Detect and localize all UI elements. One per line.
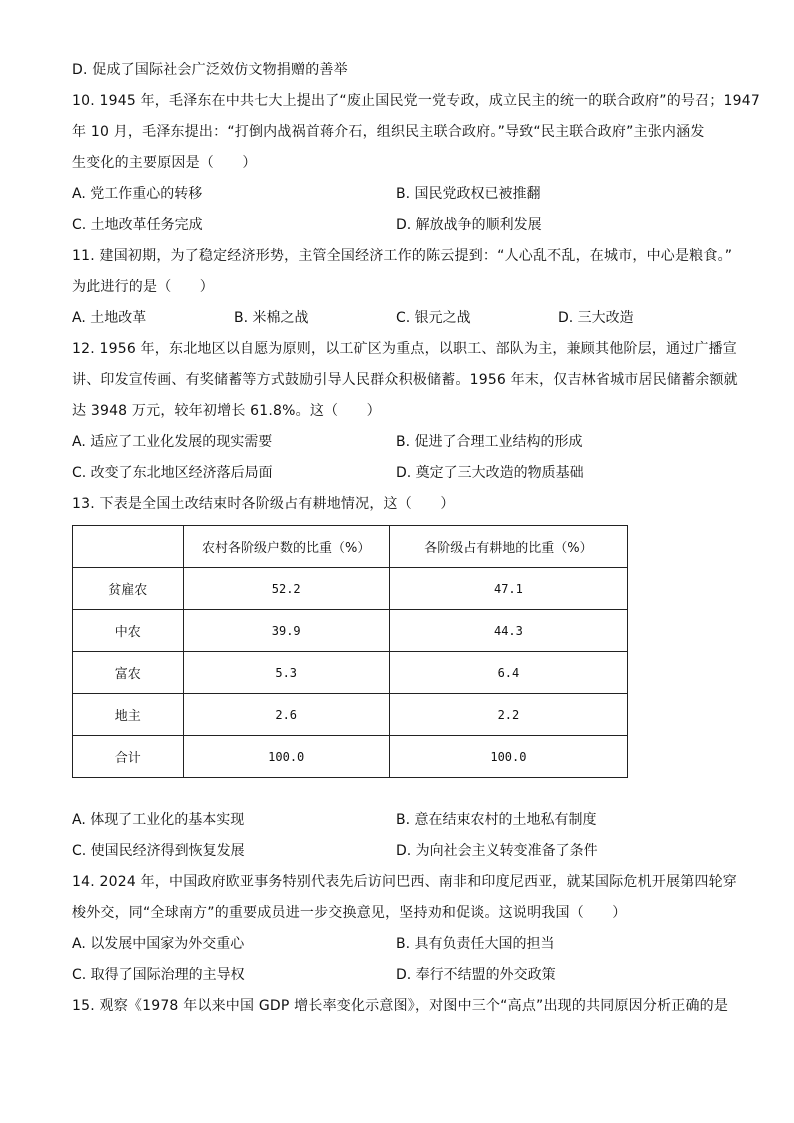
land-ownership-table (72, 525, 628, 778)
table-header-row (73, 526, 628, 568)
q12-options-row-2 (72, 463, 732, 483)
q15-stem: 15. 观察《1978 年以来中国 GDP 增长率变化示意图》，对图中三个“高点”出现的共同原因分析正确的是 (72, 998, 729, 1014)
q11-options-row (72, 308, 732, 328)
q12-stem-line-1: 12. 1956 年，东北地区以自愿为原则，以工矿区为重点，以职工、部队为主，兼顾其他阶层，通过广播宣 (72, 341, 737, 357)
table-cell: 5.3 (183, 652, 389, 694)
q10-option-c[interactable]: C. 土地改革任务完成 (72, 217, 203, 233)
question-12 (72, 339, 738, 483)
q14-option-a[interactable]: A. 以发展中国家为外交重心 (72, 936, 245, 952)
table-row (73, 652, 628, 694)
table-row-label: 合计 (73, 736, 184, 778)
q10-option-a[interactable]: A. 党工作重心的转移 (72, 186, 203, 202)
q12-stem-line-3: 达 3948 万元，较年初增长 61.8%。这（ ） (72, 403, 381, 419)
q12-option-c[interactable]: C. 改变了东北地区经济落后局面 (72, 465, 273, 481)
q11-option-d[interactable]: D. 三大改造 (558, 310, 634, 326)
q13-option-b[interactable]: B. 意在结束农村的土地私有制度 (396, 812, 597, 828)
table-cell: 100.0 (389, 736, 627, 778)
q13-options-row-2 (72, 841, 732, 861)
table-header-cell: 农村各阶级户数的比重（%） (183, 526, 389, 568)
q11-option-a[interactable]: A. 土地改革 (72, 310, 147, 326)
table-cell: 100.0 (183, 736, 389, 778)
question-14 (72, 872, 737, 985)
table-row (73, 610, 628, 652)
q12-options-row-1 (72, 432, 732, 452)
q14-stem-line-1: 14. 2024 年，中国政府欧亚事务特别代表先后访问巴西、南非和印度尼西亚，就某国际危机开展第四轮穿 (72, 874, 737, 890)
table-cell: 44.3 (389, 610, 627, 652)
q10-options-row-1 (72, 184, 732, 204)
table-row-label: 贫雇农 (73, 568, 184, 610)
q11-option-c[interactable]: C. 银元之战 (396, 310, 471, 326)
q14-stem-line-2: 梭外交，同“全球南方”的重要成员进一步交换意见，坚持劝和促谈。这说明我国（ ） (72, 905, 627, 921)
q14-options-row-2 (72, 965, 732, 985)
q10-stem-line-2: 年 10 月，毛泽东提出：“打倒内战祸首蒋介石，组织民主联合政府。”导致“民主联合政府”主张内涵发 (72, 124, 705, 140)
table-row (73, 568, 628, 610)
q13-option-d[interactable]: D. 为向社会主义转变准备了条件 (396, 843, 598, 859)
table-cell: 2.6 (183, 694, 389, 736)
question-13 (72, 494, 732, 861)
q9-option-d: D. 促成了国际社会广泛效仿文物捐赠的善举 (72, 62, 348, 78)
q12-option-a[interactable]: A. 适应了工业化发展的现实需要 (72, 434, 273, 450)
q12-option-d[interactable]: D. 奠定了三大改造的物质基础 (396, 465, 584, 481)
question-11 (72, 246, 732, 328)
question-15 (72, 996, 732, 1016)
q13-stem: 13. 下表是全国土改结束时各阶级占有耕地情况，这（ ） (72, 496, 455, 512)
table-row (73, 736, 628, 778)
table-row-label: 地主 (73, 694, 184, 736)
q11-stem-line-2: 为此进行的是（ ） (72, 279, 214, 295)
q12-option-b[interactable]: B. 促进了合理工业结构的形成 (396, 434, 583, 450)
table-row (73, 694, 628, 736)
q10-options-row-2 (72, 215, 732, 235)
exam-page (72, 60, 760, 1027)
table-cell: 47.1 (389, 568, 627, 610)
table-cell: 39.9 (183, 610, 389, 652)
table-header-cell: 各阶级占有耕地的比重（%） (389, 526, 627, 568)
q12-stem-line-2: 讲、印发宣传画、有奖储蓄等方式鼓励引导人民群众积极储蓄。1956 年末，仅吉林省城市居民储蓄余额就 (72, 372, 738, 388)
q13-option-c[interactable]: C. 使国民经济得到恢复发展 (72, 843, 245, 859)
q13-options-row-1 (72, 810, 732, 830)
q14-options-row-1 (72, 934, 732, 954)
table-cell: 2.2 (389, 694, 627, 736)
table-row-label: 中农 (73, 610, 184, 652)
table-cell: 52.2 (183, 568, 389, 610)
table-row-label: 富农 (73, 652, 184, 694)
q11-stem-line-1: 11. 建国初期，为了稳定经济形势，主管全国经济工作的陈云提到：“人心乱不乱，在城市，中心是粮食。” (72, 248, 733, 264)
table-cell: 6.4 (389, 652, 627, 694)
q10-stem-line-1: 10. 1945 年，毛泽东在中共七大上提出了“废止国民党一党专政，成立民主的统一的联合政府”的号召；1947 (72, 93, 760, 109)
table-header-cell (73, 526, 184, 568)
q14-option-d[interactable]: D. 奉行不结盟的外交政策 (396, 967, 556, 983)
q14-option-b[interactable]: B. 具有负责任大国的担当 (396, 936, 555, 952)
q14-option-c[interactable]: C. 取得了国际治理的主导权 (72, 967, 245, 983)
question-10 (72, 91, 760, 235)
q11-option-b[interactable]: B. 米棉之战 (234, 310, 309, 326)
q10-option-d[interactable]: D. 解放战争的顺利发展 (396, 217, 542, 233)
q13-option-a[interactable]: A. 体现了工业化的基本实现 (72, 812, 245, 828)
q10-option-b[interactable]: B. 国民党政权已被推翻 (396, 186, 541, 202)
q10-stem-line-3: 生变化的主要原因是（ ） (72, 155, 257, 171)
